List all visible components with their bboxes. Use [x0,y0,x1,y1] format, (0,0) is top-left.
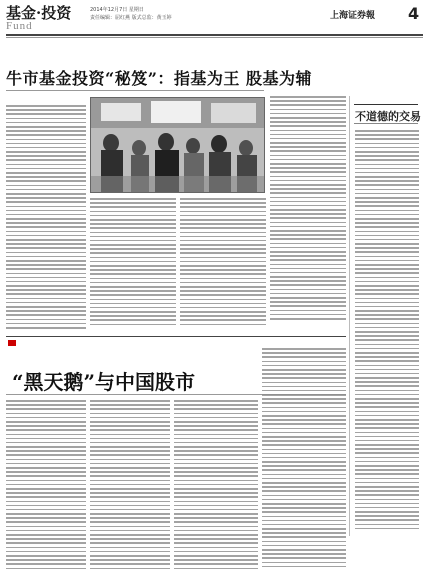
sidebar-title-rule [354,123,418,124]
bottom-story-column-4 [262,348,346,578]
header-rule-thin [6,37,423,38]
sidebar-top-rule [354,104,418,105]
bottom-story-column-1 [6,400,86,578]
headline-rule [6,90,264,91]
main-story-column-1 [6,96,86,331]
section-title: 基金·投资 [6,4,72,22]
main-story-column-3 [180,198,266,332]
newspaper-brand: 上海证券報 [330,11,376,21]
sidebar-title: 不道德的交易 [355,110,421,123]
bottom-story-column-3 [174,400,258,578]
main-story-column-2 [90,198,176,332]
story-divider [6,336,346,337]
date-line: 2014年12月7日 星期日 [90,7,144,13]
sidebar-text [355,130,419,530]
photo-graphic [91,98,265,193]
editor-line: 责任编辑：屈红燕 版式总监：黄玉婷 [90,15,172,21]
bottom-headline: “黑天鹅”与中国股市 [12,370,196,394]
main-headline: 牛市基金投资“秘笈”：指基为王 股基为辅 [6,69,312,88]
bottom-story-column-2 [90,400,170,578]
news-photo [90,97,265,193]
column-marker [8,340,16,346]
header-rule [6,34,423,36]
section-subtitle: Fund [6,20,33,32]
page-number: 4 [408,4,420,23]
main-story-column-4 [270,96,346,332]
